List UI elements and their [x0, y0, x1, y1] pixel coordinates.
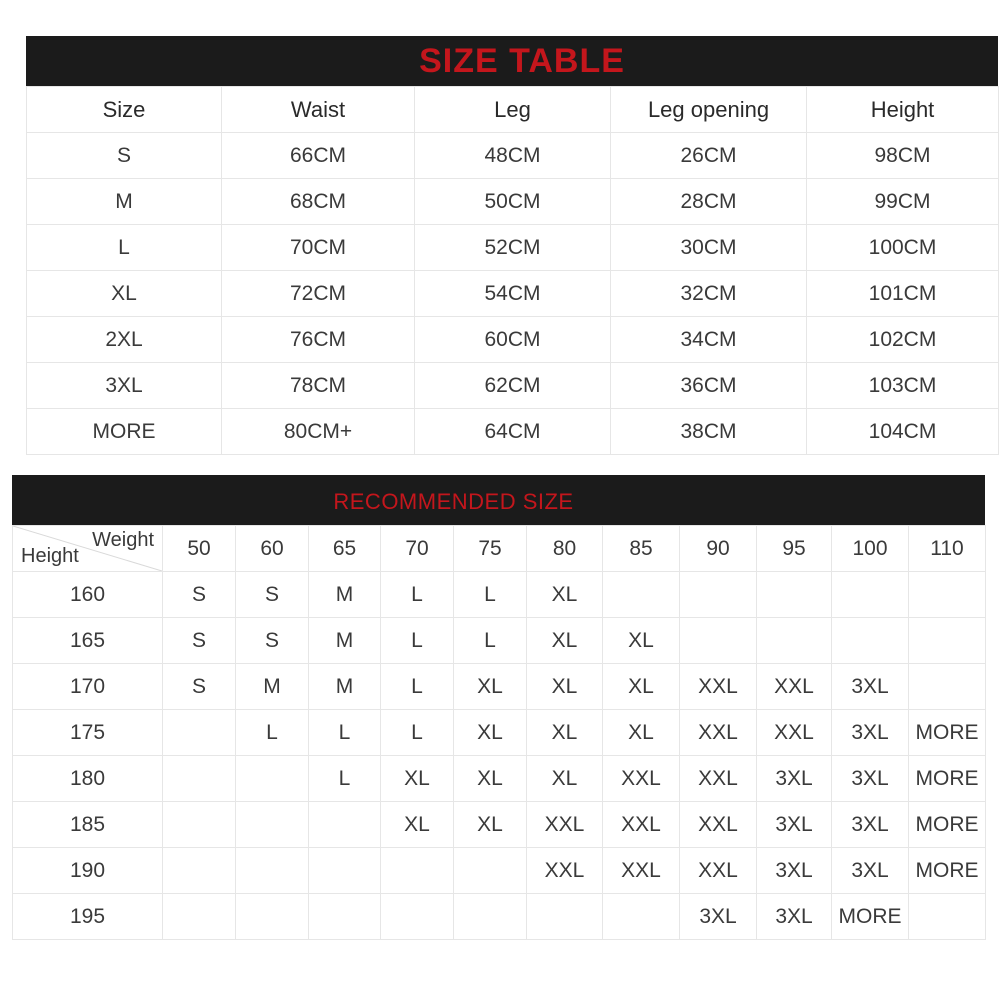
table-cell: 52CM [415, 225, 611, 271]
size-cell: L [309, 710, 381, 756]
size-cell: XXL [527, 802, 603, 848]
table-cell: 76CM [222, 317, 415, 363]
size-cell: XL [454, 710, 527, 756]
height-label: 195 [13, 894, 163, 940]
table-cell: 28CM [611, 179, 807, 225]
table-row [13, 664, 986, 710]
size-cell: XL [454, 664, 527, 710]
table-cell: 64CM [415, 409, 611, 455]
size-cell: XXL [603, 802, 680, 848]
size-cell: MORE [832, 894, 909, 940]
size-cell: 3XL [832, 802, 909, 848]
table-row [13, 848, 986, 894]
weight-header: 75 [454, 526, 527, 572]
table-cell: 72CM [222, 271, 415, 317]
weight-header: 65 [309, 526, 381, 572]
table-row [13, 618, 986, 664]
table-row [13, 710, 986, 756]
size-cell: XXL [603, 848, 680, 894]
table-cell: L [27, 225, 222, 271]
weight-header: 50 [163, 526, 236, 572]
size-cell [603, 572, 680, 618]
corner-weight-label: Weight [92, 529, 154, 551]
size-cell [454, 848, 527, 894]
size-cell: L [381, 710, 454, 756]
table-cell: 104CM [807, 409, 999, 455]
weight-height-corner [13, 526, 163, 572]
table-cell: XL [27, 271, 222, 317]
table-cell: 2XL [27, 317, 222, 363]
size-cell [163, 894, 236, 940]
size-cell: XXL [757, 664, 832, 710]
size-cell: XXL [680, 664, 757, 710]
size-cell: L [309, 756, 381, 802]
header-waist: Waist [222, 87, 415, 133]
size-cell: XL [454, 802, 527, 848]
size-cell: S [236, 618, 309, 664]
size-cell: 3XL [832, 664, 909, 710]
size-cell: M [309, 618, 381, 664]
size-cell: L [381, 618, 454, 664]
header-leg: Leg [415, 87, 611, 133]
size-cell [909, 894, 986, 940]
recommended-header-row [13, 526, 986, 572]
size-cell: XL [381, 756, 454, 802]
table-row [27, 317, 999, 363]
table-cell: 78CM [222, 363, 415, 409]
table-cell: M [27, 179, 222, 225]
table-cell: 48CM [415, 133, 611, 179]
table-cell: S [27, 133, 222, 179]
size-cell: 3XL [757, 802, 832, 848]
table-row [27, 409, 999, 455]
table-cell: 36CM [611, 363, 807, 409]
size-cell: XXL [680, 848, 757, 894]
table-row [13, 802, 986, 848]
size-cell: S [163, 664, 236, 710]
size-cell: MORE [909, 710, 986, 756]
weight-header: 85 [603, 526, 680, 572]
size-cell: XL [603, 664, 680, 710]
height-label: 165 [13, 618, 163, 664]
corner-height-label: Height [21, 545, 79, 567]
table-cell: 66CM [222, 133, 415, 179]
size-cell [909, 618, 986, 664]
table-cell: 54CM [415, 271, 611, 317]
size-table [26, 86, 999, 455]
weight-header: 60 [236, 526, 309, 572]
size-cell: XXL [680, 756, 757, 802]
height-label: 170 [13, 664, 163, 710]
size-table-header-row [27, 87, 999, 133]
recommended-banner [12, 475, 985, 525]
table-cell: 3XL [27, 363, 222, 409]
size-cell [527, 894, 603, 940]
table-cell: 60CM [415, 317, 611, 363]
size-cell: XXL [680, 802, 757, 848]
size-cell: XXL [680, 710, 757, 756]
size-cell: L [454, 618, 527, 664]
table-cell: 26CM [611, 133, 807, 179]
table-cell: 50CM [415, 179, 611, 225]
table-cell: 103CM [807, 363, 999, 409]
size-cell: 3XL [680, 894, 757, 940]
height-label: 185 [13, 802, 163, 848]
size-table-banner [26, 36, 998, 86]
size-cell [757, 618, 832, 664]
height-label: 160 [13, 572, 163, 618]
weight-header: 95 [757, 526, 832, 572]
table-cell: 62CM [415, 363, 611, 409]
size-cell [909, 664, 986, 710]
size-cell [832, 618, 909, 664]
size-table-section [26, 36, 998, 455]
size-cell: L [381, 664, 454, 710]
size-cell: XXL [757, 710, 832, 756]
size-cell [309, 894, 381, 940]
size-cell [163, 710, 236, 756]
table-row [27, 363, 999, 409]
size-cell: 3XL [757, 894, 832, 940]
size-cell: L [236, 710, 309, 756]
size-cell [309, 802, 381, 848]
size-cell: MORE [909, 848, 986, 894]
size-cell: S [163, 618, 236, 664]
weight-header: 70 [381, 526, 454, 572]
height-label: 190 [13, 848, 163, 894]
size-cell [454, 894, 527, 940]
weight-header: 100 [832, 526, 909, 572]
size-cell: XXL [603, 756, 680, 802]
size-cell: XXL [527, 848, 603, 894]
size-cell [757, 572, 832, 618]
size-cell: XL [603, 618, 680, 664]
size-cell [680, 618, 757, 664]
header-size: Size [27, 87, 222, 133]
size-cell: XL [527, 572, 603, 618]
recommended-table-body [13, 572, 986, 940]
recommended-size-section [12, 475, 985, 940]
size-cell [909, 572, 986, 618]
size-cell: 3XL [832, 848, 909, 894]
size-cell: L [454, 572, 527, 618]
size-cell: XL [381, 802, 454, 848]
table-cell: 80CM+ [222, 409, 415, 455]
size-cell: XL [527, 756, 603, 802]
table-cell: MORE [27, 409, 222, 455]
table-cell: 100CM [807, 225, 999, 271]
size-cell: XL [527, 618, 603, 664]
height-label: 175 [13, 710, 163, 756]
size-cell [163, 756, 236, 802]
size-cell: 3XL [757, 756, 832, 802]
table-cell: 70CM [222, 225, 415, 271]
table-row [13, 572, 986, 618]
size-cell [236, 848, 309, 894]
size-cell [236, 894, 309, 940]
table-cell: 30CM [611, 225, 807, 271]
size-cell [603, 894, 680, 940]
size-cell: XL [527, 710, 603, 756]
table-cell: 102CM [807, 317, 999, 363]
size-cell: XL [603, 710, 680, 756]
weight-header: 110 [909, 526, 986, 572]
size-cell: S [163, 572, 236, 618]
header-leg-opening: Leg opening [611, 87, 807, 133]
size-cell [381, 894, 454, 940]
size-cell: M [236, 664, 309, 710]
size-cell: L [381, 572, 454, 618]
size-cell [309, 848, 381, 894]
size-cell: MORE [909, 756, 986, 802]
size-cell [381, 848, 454, 894]
table-row [27, 271, 999, 317]
table-cell: 98CM [807, 133, 999, 179]
size-cell: XL [454, 756, 527, 802]
size-cell [236, 756, 309, 802]
weight-header: 90 [680, 526, 757, 572]
table-row [13, 756, 986, 802]
table-row [27, 225, 999, 271]
size-cell: S [236, 572, 309, 618]
size-cell: M [309, 572, 381, 618]
size-cell: MORE [909, 802, 986, 848]
size-table-body [27, 133, 999, 455]
table-cell: 68CM [222, 179, 415, 225]
size-cell [163, 848, 236, 894]
size-cell: 3XL [757, 848, 832, 894]
header-height: Height [807, 87, 999, 133]
recommended-size-table [12, 525, 986, 940]
table-cell: 101CM [807, 271, 999, 317]
table-cell: 34CM [611, 317, 807, 363]
table-row [27, 179, 999, 225]
size-cell [832, 572, 909, 618]
height-label: 180 [13, 756, 163, 802]
table-row [27, 133, 999, 179]
table-cell: 99CM [807, 179, 999, 225]
size-table-title: SIZE TABLE [419, 41, 625, 80]
size-cell: 3XL [832, 756, 909, 802]
size-cell [163, 802, 236, 848]
size-cell [680, 572, 757, 618]
table-cell: 38CM [611, 409, 807, 455]
size-cell: XL [527, 664, 603, 710]
table-row [13, 894, 986, 940]
recommended-title: RECOMMENDED SIZE [333, 489, 574, 514]
table-cell: 32CM [611, 271, 807, 317]
size-cell: M [309, 664, 381, 710]
size-cell [236, 802, 309, 848]
size-cell: 3XL [832, 710, 909, 756]
weight-header: 80 [527, 526, 603, 572]
